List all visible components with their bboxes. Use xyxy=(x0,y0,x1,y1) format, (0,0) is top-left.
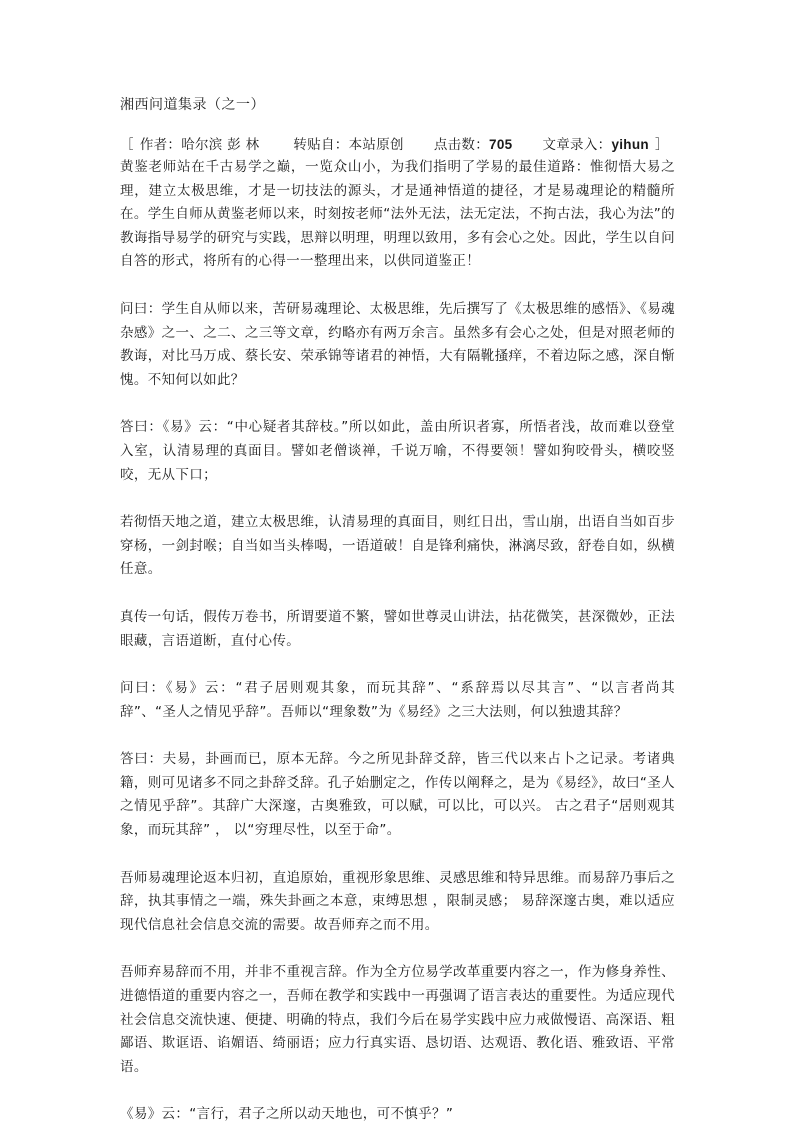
paragraph-answer-2: 答曰：夫易，卦画而已，原本无辞。今之所见卦辞爻辞，皆三代以来占卜之记录。考诸典籍，则可见诸多不同之卦辞爻辞。孔子始删定之，作传以阐释之，是为《易经》，故曰“圣人之情见乎辞”。其辞广大深邃，古奥雅致，可以赋，可以比，可以兴。 古之君子“居则观其象，而玩其辞” ， 以“穷理尽性，以至于命”。 xyxy=(120,751,675,839)
meta-clicks-label: 点击数： xyxy=(433,137,490,153)
meta-close-bracket: ］ xyxy=(654,137,669,153)
paragraph-intro: 黄鉴老师站在千古易学之巅，一览众山小，为我们指明了学易的最佳道路：惟彻悟大易之理，建立太极思维，才是一切技法的源头，才是通神悟道的捷径，才是易魂理论的精髓所在。学生自师从黄鉴老师以来，时刻按老师“法外无法，法无定法，不拘古法，我心为法”的教诲指导易学的研究与实践，思辩以明理，明理以致用，多有会心之处。因此，学生以自问自答的形式，将所有的心得一一整理出来，以供同道鉴正！ xyxy=(120,159,675,270)
paragraph-quote: 《易》云：“言行，君子之所以动天地也，可不慎乎？” xyxy=(120,1106,454,1123)
article-meta-line xyxy=(120,134,675,156)
paragraph-question-1: 问曰：学生自从师以来，苦研易魂理论、太极思维，先后撰写了《太极思维的感悟》、《易魂杂感》之一、之二、之三等文章，约略亦有两万余言。虽然多有会心之处，但是对照老师的教诲，对比马万成、蔡长安、荣承锦等诸君的神悟，大有隔靴搔痒，不着边际之感，深自惭愧。不知何以如此？ xyxy=(120,300,675,388)
paragraph-question-2: 问曰：《易》云：“君子居则观其象，而玩其辞”、“系辞焉以尽其言”、“以言者尚其辞”、“圣人之情见乎辞”。吾师以“理象数”为《易经》之三大法则，何以独遗其辞？ xyxy=(120,680,675,720)
meta-source: 转贴自：本站原创 xyxy=(293,137,404,153)
paragraph-answer-1: 答曰：《易》云：“中心疑者其辞枝。”所以如此，盖由所识者寡，所悟者浅，故而难以登堂入室，认清易理的真面目。譬如老僧谈禅，千说万喻，不得要领！譬如狗咬骨头，横咬竖咬，无从下口； xyxy=(120,419,675,483)
paragraph-answer-1-end: 真传一句话，假传万卷书，所谓要道不繁，譬如世尊灵山讲法，拈花微笑，甚深微妙，正法眼藏，言语道断，直付心传。 xyxy=(120,608,675,649)
document-title: 湘西问道集录（之一） xyxy=(120,97,265,113)
paragraph-answer-2-more: 吾师弃易辞而不用，并非不重视言辞。作为全方位易学改革重要内容之一，作为修身养性、进德悟道的重要内容之一，吾师在教学和实践中一再强调了语言表达的重要性。为适应现代社会信息交流快速、便捷、明确的特点，我们今后在易学实践中应力戒做慢语、高深语、粗鄙语、欺诓语、谄媚语、绮丽语；应力行真实语、恳切语、达观语、教化语、雅致语、平常语。 xyxy=(120,964,675,1075)
meta-entry-value: yihun xyxy=(611,137,649,152)
paragraph-answer-2-cont: 吾师易魂理论返本归初，直追原始，重视形象思维、灵感思维和特异思维。而易辞乃事后之辞，执其事情之一端，殊失卦画之本意，束缚思想 ，限制灵感； 易辞深邃古奥，难以适应现代信息社会信息交流的需要。故吾师弃之而不用。 xyxy=(120,869,675,933)
meta-clicks-value: 705 xyxy=(489,137,513,152)
meta-open-bracket: ［ xyxy=(120,137,134,153)
meta-author: 作者：哈尔滨 彭 林 xyxy=(139,137,260,153)
paragraph-answer-1-cont: 若彻悟天地之道，建立太极思维，认清易理的真面目，则红日出，雪山崩，出语自当如百步穿杨，一剑封喉；自当如当头棒喝，一语道破！自是锋利痛快，淋漓尽致，舒卷自如，纵横任意。 xyxy=(120,514,675,578)
meta-entry-label: 文章录入： xyxy=(542,137,612,153)
